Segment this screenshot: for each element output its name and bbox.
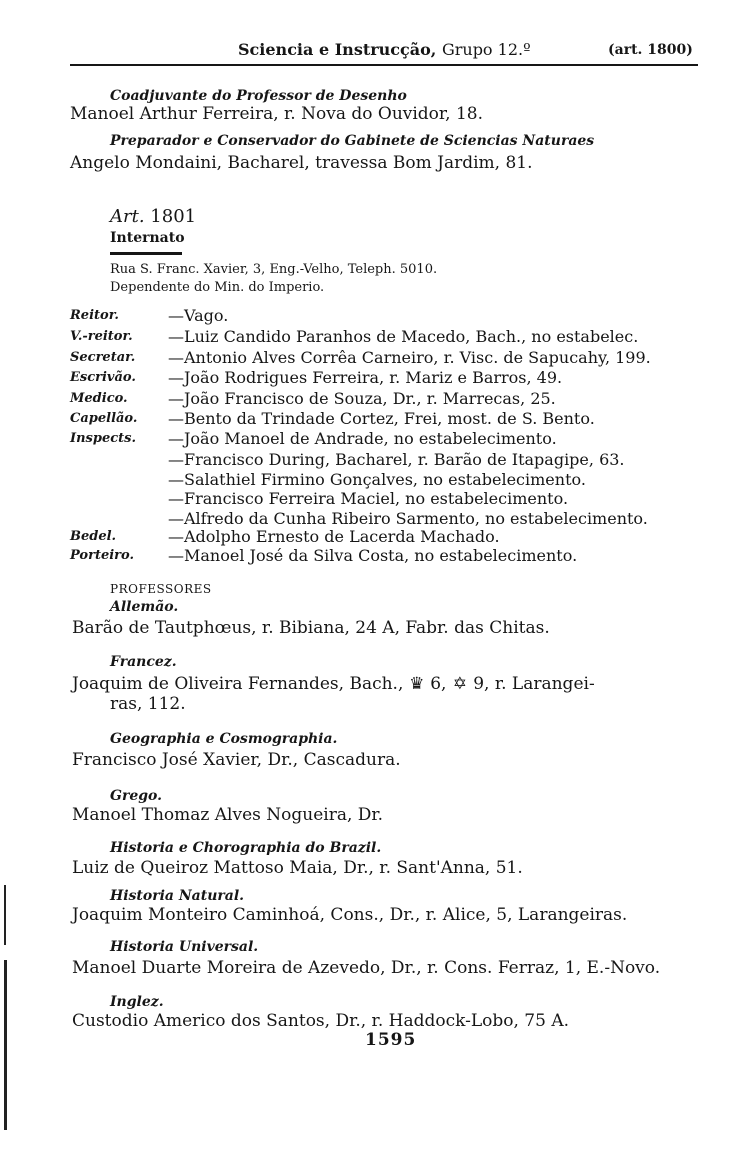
staff-entry: —João Rodrigues Ferreira, r. Mariz e Barros, 49. (168, 368, 563, 387)
staff-entry: —Adolpho Ernesto de Lacerda Machado. (168, 527, 500, 546)
prelude-name-1: Manoel Arthur Ferreira, r. Nova do Ouvidor, 18. (70, 104, 484, 124)
staff-role: Porteiro. (70, 548, 134, 563)
decoration-emblem-icon: ♛ (409, 674, 425, 694)
star-decoration-icon: ✡ (452, 674, 467, 694)
decoration-count-2: 9, r. Larangei- (473, 674, 595, 694)
scan-edge-mark (4, 885, 6, 945)
running-head-title (238, 40, 531, 59)
subject-label: Geographia e Cosmographia. (110, 731, 338, 747)
professor-entry: Joaquim Monteiro Caminhoá, Cons., Dr., r. Alice, 5, Larangeiras. (72, 905, 628, 925)
staff-entry: —Manoel José da Silva Costa, no estabelecimento. (168, 546, 578, 565)
professor-entry: Barão de Tautphœus, r. Bibiana, 24 A, Fabr. das Chitas. (72, 618, 550, 638)
professor-entry: Manoel Thomaz Alves Nogueira, Dr. (72, 805, 384, 825)
professor-entry: Manoel Duarte Moreira de Azevedo, Dr., r. Cons. Ferraz, 1, E.-Novo. (72, 958, 661, 978)
prelude-name-2: Angelo Mondaini, Bacharel, travessa Bom Jardim, 81. (70, 153, 533, 173)
staff-entry: —Alfredo da Cunha Ribeiro Sarmento, no estabelecimento. (168, 509, 648, 528)
header-rule (70, 64, 698, 66)
staff-role: Capellão. (70, 411, 138, 426)
prelude-role-1: Coadjuvante do Professor de Desenho (110, 88, 407, 104)
subject-label: Historia e Chorographia do Brazil. (110, 840, 382, 856)
page-number: 1595 (365, 1030, 417, 1050)
staff-role: Secretar. (70, 350, 136, 365)
professor-entry (72, 674, 595, 694)
professor-entry: Francisco José Xavier, Dr., Cascadura. (72, 750, 401, 770)
professors-heading: PROFESSORES (110, 582, 212, 596)
staff-role: Escrivão. (70, 370, 136, 385)
subject-label: Historia Universal. (110, 939, 259, 955)
running-head-group: Grupo 12.º (441, 40, 531, 59)
staff-role: Inspects. (70, 431, 136, 446)
article-address: Rua S. Franc. Xavier, 3, Eng.-Velho, Teleph. 5010. (110, 262, 438, 277)
subject-label: Historia Natural. (110, 888, 245, 904)
staff-entry: —João Manoel de Andrade, no estabelecimento. (168, 429, 557, 448)
professor-entry: Custodio Americo dos Santos, Dr., r. Haddock-Lobo, 75 A. (72, 1011, 570, 1031)
article-heading (110, 206, 196, 227)
article-label: Art. (110, 206, 145, 227)
scan-edge-mark (4, 960, 7, 1130)
prelude-role-2: Preparador e Conservador do Gabinete de Sciencias Naturaes (110, 133, 595, 149)
staff-entry: —Francisco Ferreira Maciel, no estabelecimento. (168, 489, 569, 508)
staff-entry: —Antonio Alves Corrêa Carneiro, r. Visc. de Sapucahy, 199. (168, 348, 651, 367)
staff-entry: —Luiz Candido Paranhos de Macedo, Bach., no estabelec. (168, 327, 639, 346)
staff-entry: —João Francisco de Souza, Dr., r. Marrecas, 25. (168, 389, 556, 408)
article-title-rule (110, 252, 182, 255)
professor-entry: Luiz de Queiroz Mattoso Maia, Dr., r. Sant'Anna, 51. (72, 858, 523, 878)
running-head-article-ref: (art. 1800) (608, 42, 693, 58)
article-title: Internato (110, 230, 185, 246)
staff-role: V.-reitor. (70, 329, 133, 344)
subject-label: Allemão. (110, 599, 179, 615)
professor-name: Joaquim de Oliveira Fernandes, Bach., (72, 674, 404, 694)
staff-entry: —Bento da Trindade Cortez, Frei, most. de S. Bento. (168, 409, 595, 428)
staff-role: Bedel. (70, 529, 117, 544)
subject-label: Grego. (110, 788, 162, 804)
staff-entry: —Salathiel Firmino Gonçalves, no estabelecimento. (168, 470, 586, 489)
subject-label: Inglez. (110, 994, 164, 1010)
article-dependency: Dependente do Min. do Imperio. (110, 280, 325, 295)
subject-label: Francez. (110, 654, 177, 670)
professor-entry-continuation: ras, 112. (110, 694, 186, 714)
staff-role: Reitor. (70, 308, 119, 323)
running-head-section: Sciencia e Instrucção, (238, 40, 437, 59)
staff-entry: —Vago. (168, 306, 229, 325)
staff-entry: —Francisco During, Bacharel, r. Barão de Itapagipe, 63. (168, 450, 625, 469)
article-number: 1801 (150, 206, 197, 227)
staff-role: Medico. (70, 391, 128, 406)
decoration-count-1: 6, (430, 674, 447, 694)
